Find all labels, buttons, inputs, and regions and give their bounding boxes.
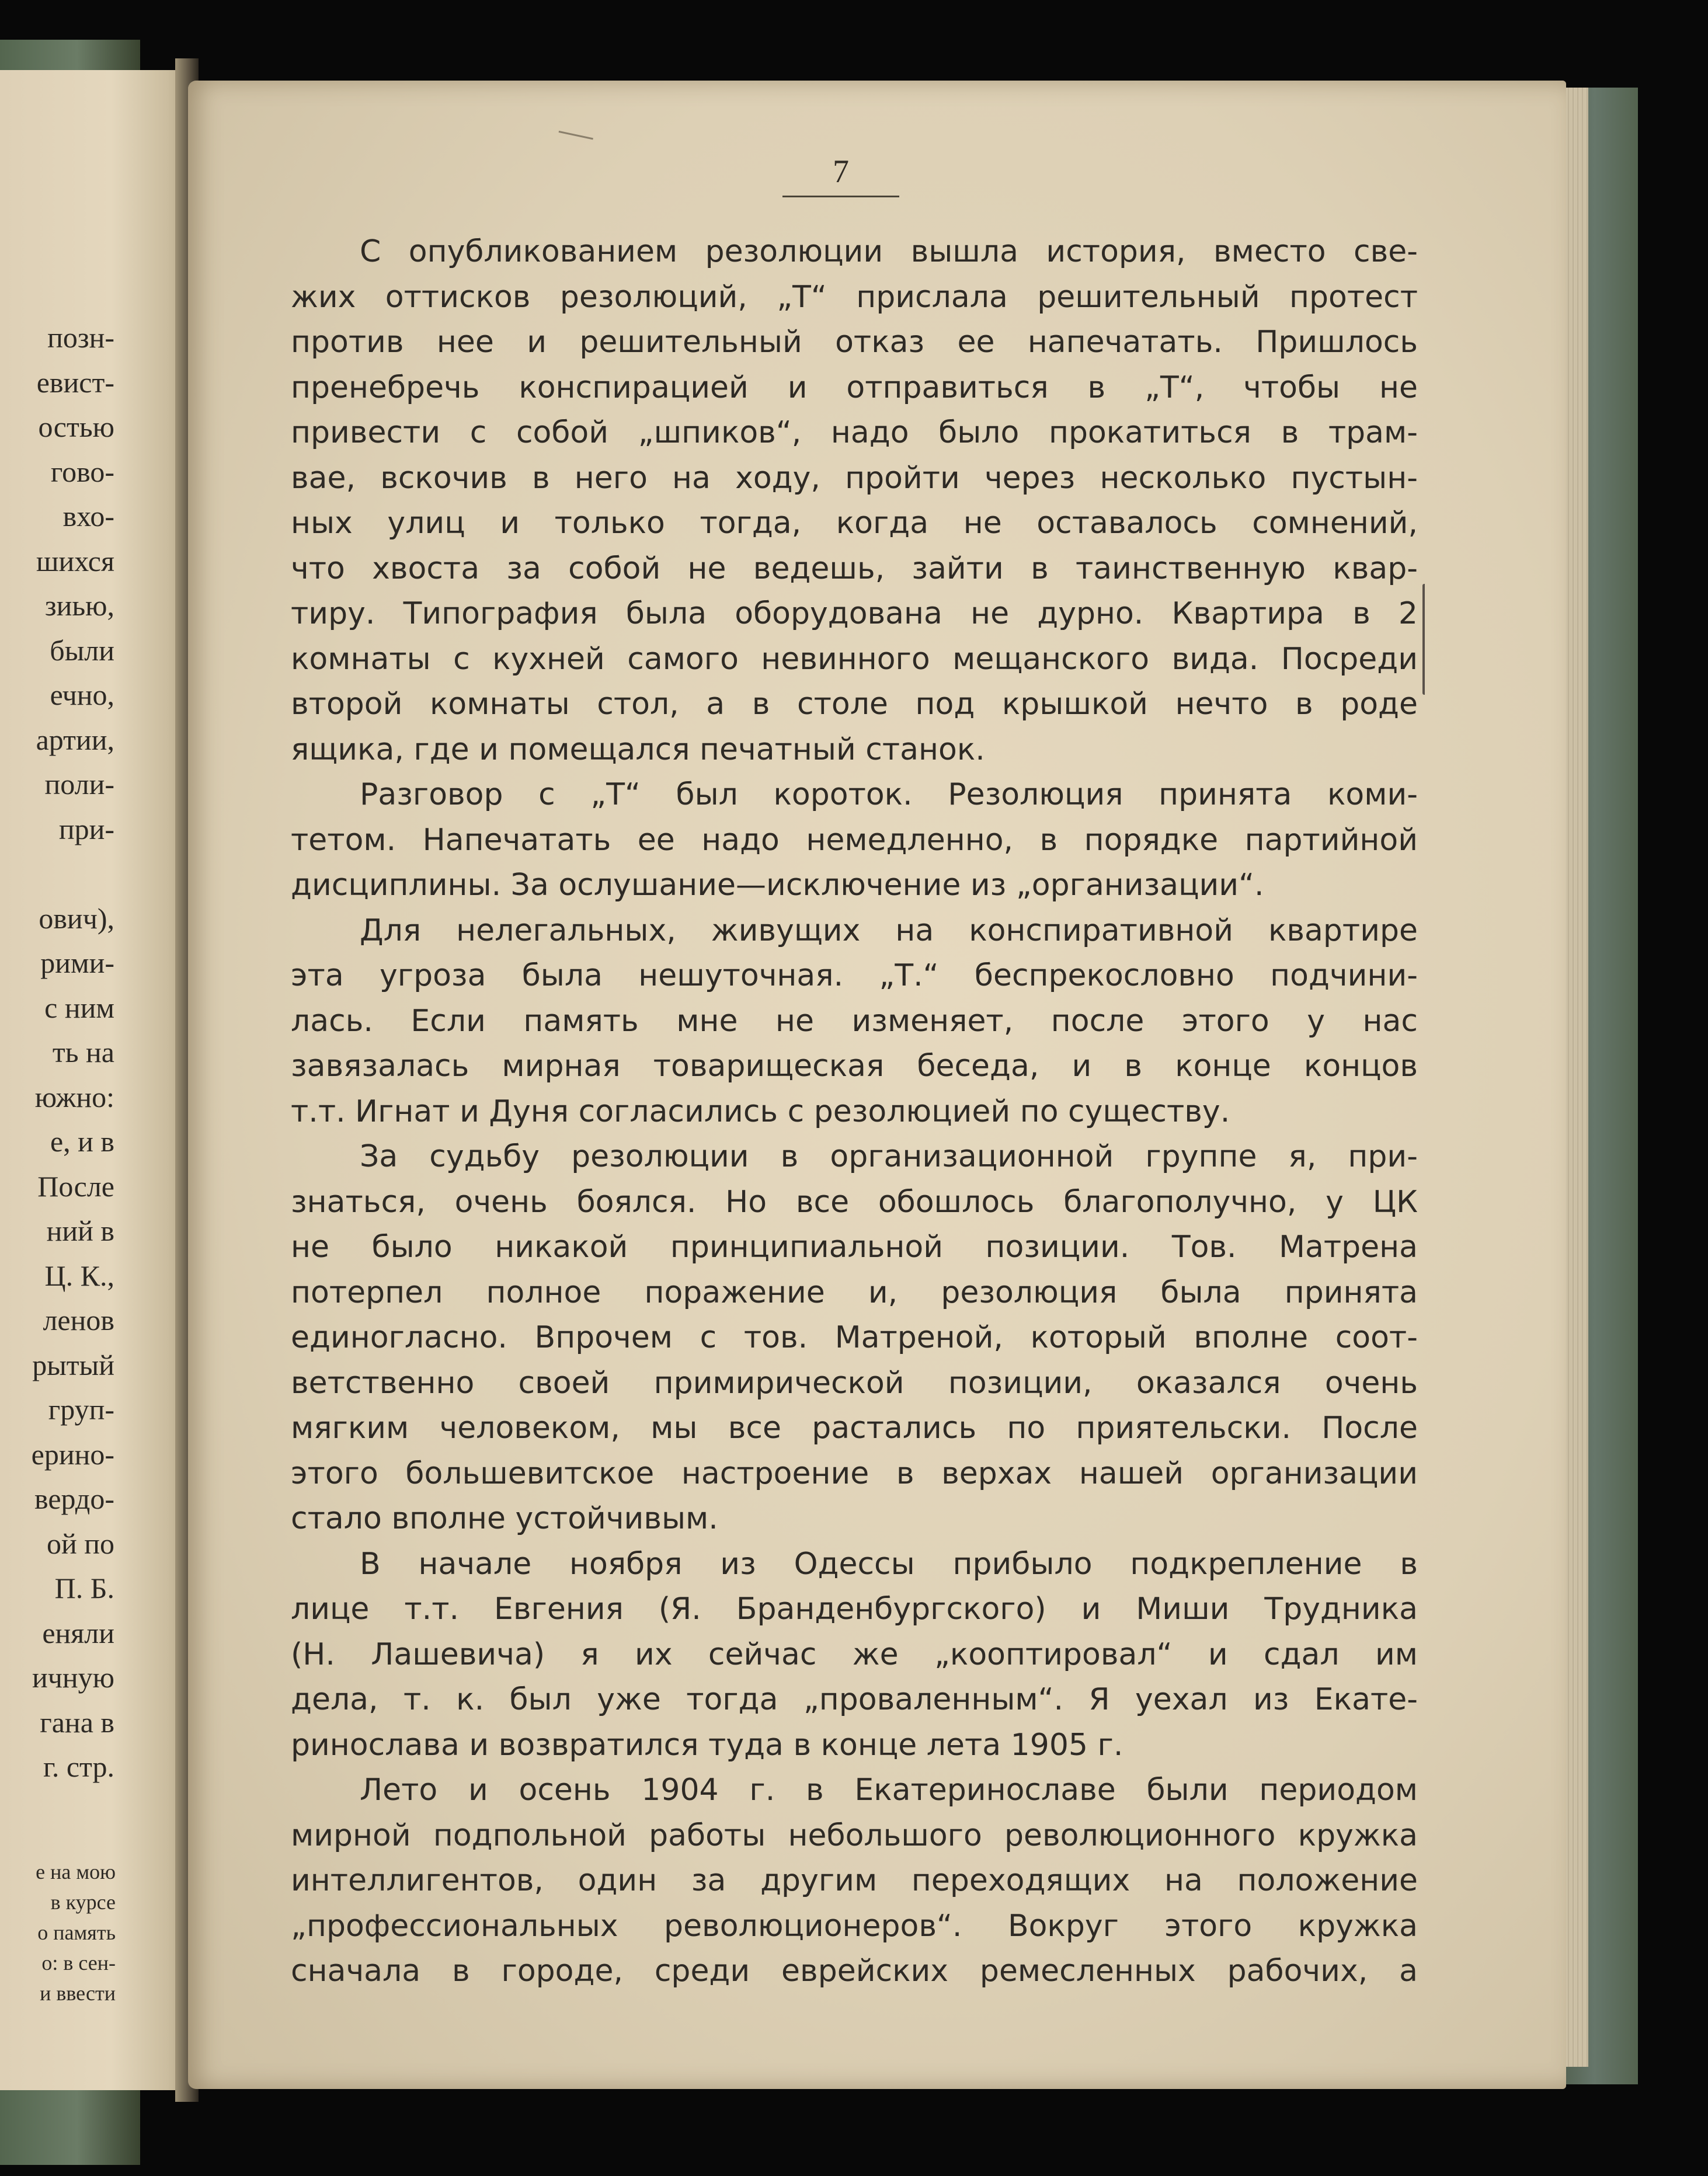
left-page-line: г. стр. [43, 1750, 114, 1783]
text-line: что хвоста за собой не ведешь, зайти в таинственную квар- [291, 551, 1418, 586]
left-page-line: ерино- [31, 1437, 114, 1471]
left-page-line: гово- [50, 455, 114, 488]
left-page-line: вхо- [62, 500, 114, 532]
text-line: единогласно. Впрочем с тов. Матреной, который вполне соот- [291, 1320, 1418, 1355]
text-line: пренебречь конспирацией и отправиться в „Т“, чтобы не [291, 370, 1418, 405]
left-page-line: с ним [44, 991, 114, 1024]
left-page-line: ленов [43, 1304, 114, 1336]
left-page-line: ечно, [50, 678, 114, 711]
text-line: Для нелегальных, живущих на конспиративной квартире [360, 913, 1418, 948]
main-text [291, 229, 1418, 1994]
left-page-line [0, 851, 175, 896]
text-line: ветственно своей примирической позиции, оказался очень [291, 1365, 1418, 1401]
text-line: знаться, очень боялся. Но все обошлось благополучно, у ЦК [291, 1184, 1418, 1220]
text-line: С опубликованием резолюции вышла история, вместо све- [360, 234, 1418, 269]
text-line: В начале ноября из Одессы прибыло подкрепление в [360, 1546, 1418, 1582]
text-line: вае, вскочив в него на ходу, пройти через несколько пустын- [291, 460, 1418, 496]
left-page-line: ичную [32, 1661, 114, 1694]
left-page-line: евист- [36, 365, 114, 399]
left-page-line: зиью, [44, 589, 114, 622]
left-page-footnote-line: и ввести [40, 1982, 116, 2005]
text-line: мягким человеком, мы все растались по приятельски. После [291, 1411, 1418, 1446]
left-page-line: поли- [44, 768, 114, 800]
left-page-text [0, 315, 175, 1789]
left-page-line: После [37, 1169, 114, 1203]
left-page-footnote-line: в курсе [50, 1890, 116, 1914]
left-page-line: шихся [36, 544, 114, 577]
left-page-line: были [50, 633, 114, 667]
text-line: дела, т. к. был уже тогда „проваленным“. Я уехал из Екате- [291, 1682, 1418, 1717]
left-page-line: позн- [47, 321, 114, 354]
text-line: (Н. Лашевича) я их сейчас же „кооптировал“ и сдал им [291, 1637, 1418, 1672]
left-page-line: вердо- [34, 1482, 114, 1515]
left-page-line: ой по [46, 1527, 114, 1560]
text-line: ящика, где и помещался печатный станок. [291, 732, 985, 767]
left-page-line: груп- [48, 1393, 114, 1426]
left-page-line: при- [58, 812, 114, 845]
text-line: ных улиц и только тогда, когда не оставалось сомнений, [291, 506, 1418, 541]
left-page-line: рытый [32, 1348, 114, 1381]
left-page-line: ть на [52, 1036, 114, 1068]
text-line: ринослава и возвратился туда в конце лета 1905 г. [291, 1727, 1123, 1763]
text-line: т.т. Игнат и Дуня согласились с резолюцией по существу. [291, 1094, 1230, 1129]
text-line: стало вполне устойчивым. [291, 1501, 718, 1536]
left-page-footnote-line: о память [37, 1921, 116, 1944]
text-line: привести с собой „шпиков“, надо было прокатиться в трам- [291, 415, 1418, 450]
left-page-line: артии, [36, 723, 114, 756]
left-page-line: южно: [34, 1080, 114, 1113]
text-line: против нее и решительный отказ ее напечатать. Пришлось [291, 325, 1418, 360]
text-line: сначала в городе, среди еврейских ремесленных рабочих, а [291, 1954, 1418, 1989]
text-line: дисциплины. За ослушание—исключение из „организации“. [291, 868, 1264, 903]
page-number-rule [782, 196, 899, 197]
left-page-footnotes [0, 1857, 175, 2008]
text-line: второй комнаты стол, а в столе под крышкой нечто в роде [291, 687, 1418, 722]
text-line: Лето и осень 1904 г. в Екатеринославе были периодом [360, 1773, 1418, 1808]
left-page-line: Ц. К., [44, 1259, 114, 1292]
text-line: лась. Если память мне не изменяет, после этого у нас [291, 1003, 1418, 1039]
text-line: жих оттисков резолюций, „Т“ прислала решительный протест [291, 279, 1418, 315]
text-line: потерпел полное поражение и, резолюция была принята [291, 1275, 1418, 1310]
page-number: 7 [833, 154, 849, 190]
text-line: тетом. Напечатать ее надо немедленно, в порядке партийной [291, 822, 1418, 858]
left-page-line: гана в [40, 1705, 114, 1739]
left-page-footnote-line: о: в сен- [41, 1951, 116, 1975]
left-page-line: еняли [42, 1616, 114, 1649]
text-line: мирной подпольной работы небольшого революционного кружка [291, 1818, 1418, 1853]
left-page-line: е, и в [50, 1125, 114, 1158]
left-page-line: рими- [40, 946, 114, 979]
text-line: этого большевитское настроение в верхах нашей организации [291, 1456, 1418, 1491]
left-page-line: ович), [39, 901, 114, 935]
text-line: „профессиональных революционеров“. Вокруг этого кружка [291, 1908, 1418, 1944]
left-page-footnote-line: е на мою [36, 1860, 116, 1883]
left-page [0, 70, 186, 2090]
text-line: завязалась мирная товарищеская беседа, и в конце концов [291, 1049, 1418, 1084]
text-line: За судьбу резолюции в организационной группе я, при- [360, 1139, 1418, 1174]
text-line: эта угроза была нешуточная. „Т.“ беспрекословно подчини- [291, 958, 1418, 993]
text-line: интеллигентов, один за другим переходящих на положение [291, 1863, 1418, 1898]
text-line: тиру. Типография была оборудована не дурно. Квартира в 2 [291, 596, 1418, 631]
left-page-line: остью [38, 410, 114, 443]
text-line: Разговор с „Т“ был короток. Резолюция принята коми- [360, 777, 1418, 812]
left-page-line: ний в [46, 1214, 114, 1247]
text-line: комнаты с кухней самого невинного мещанского вида. Посреди [291, 641, 1418, 677]
text-line: лице т.т. Евгения (Я. Бранденбургского) и Миши Трудника [291, 1592, 1418, 1627]
pencil-margin-mark [1422, 584, 1428, 695]
text-line: не было никакой принципиальной позиции. Тов. Матрена [291, 1230, 1418, 1265]
left-page-line: П. Б. [54, 1572, 114, 1604]
